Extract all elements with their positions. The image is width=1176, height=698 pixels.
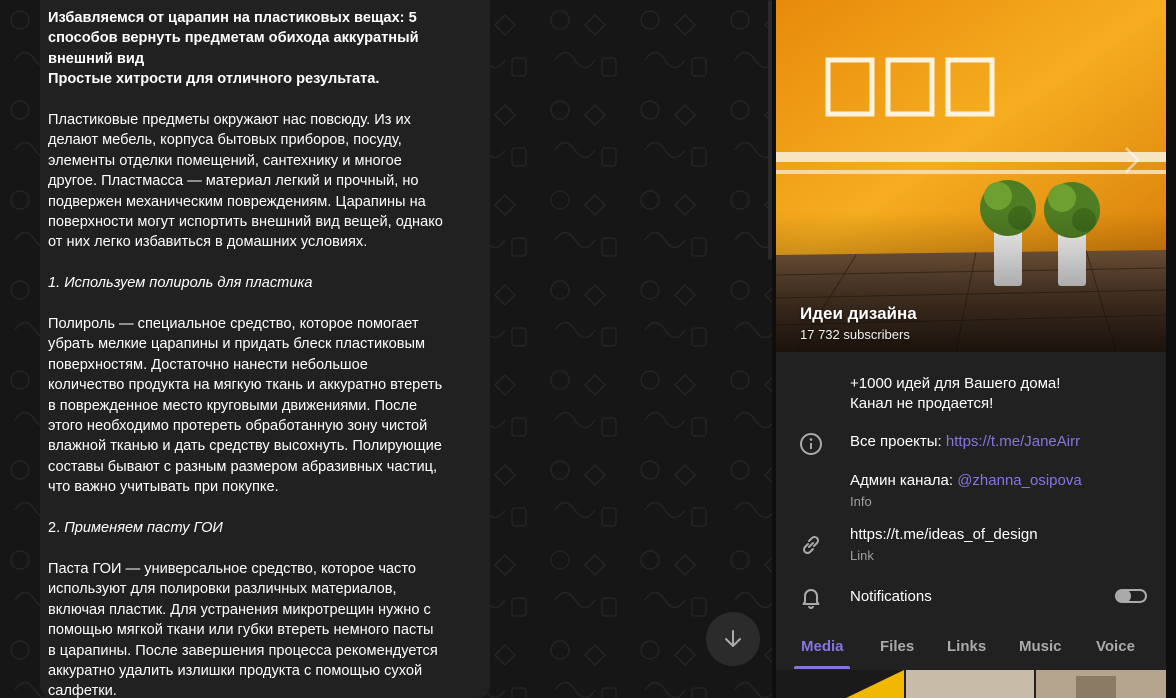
- message-line-text: Пластиковые предметы окружают нас повсюду. Из их: [48, 112, 411, 129]
- message-line: [48, 620, 482, 640]
- tab-media[interactable]: Media: [801, 638, 844, 655]
- active-tab-indicator: [794, 666, 850, 669]
- message-line: [48, 314, 482, 334]
- message-line: [48, 641, 482, 661]
- message-line-text: подвержен механическим повреждениям. Царапины на: [48, 193, 426, 210]
- message-line-text: в поврежденное место круговыми движениями. После: [48, 397, 418, 414]
- description-line-2: Канал не продается!: [850, 395, 994, 412]
- message-line-text: способов вернуть предметам обихода аккуратный: [48, 30, 419, 47]
- message-line-text: Избавляемся от царапин на пластиковых вещах: 5: [48, 10, 417, 26]
- channel-info-panel: [776, 0, 1166, 698]
- link-icon: [798, 532, 824, 558]
- chat-scrollbar[interactable]: [768, 0, 772, 260]
- message-line: [48, 416, 482, 436]
- message-line: [48, 171, 482, 191]
- message-line-text: поверхностям. Достаточно нанести небольшое: [48, 356, 368, 373]
- message-line: [48, 355, 482, 375]
- message-line: [48, 334, 482, 354]
- admin-line: [850, 471, 1082, 491]
- tab-files[interactable]: Files: [880, 638, 915, 655]
- message-line-text: влажной тканью и дать средству высохнуть. Полирующие: [48, 438, 442, 455]
- message-line-text: этого необходимо протереть обработанную зону чистой: [48, 418, 428, 435]
- message-line-text: аккуратно удалить излишки продукта с помощью сухой: [48, 662, 423, 679]
- message-line-text: от них легко избавиться в домашних условиях.: [48, 234, 368, 251]
- message-line: [48, 457, 482, 477]
- message-line: [48, 8, 482, 28]
- link-caption: Link: [850, 548, 874, 563]
- chevron-right-icon[interactable]: [1118, 145, 1146, 175]
- message-line-text: делают мебель, корпуса бытовых приборов, посуду,: [48, 132, 402, 149]
- cover-image: [776, 0, 1166, 352]
- message-line-text: 1. Используем полироль для пластика: [48, 275, 313, 292]
- info-icon: [798, 431, 824, 457]
- message-line-text: количество продукта на мягкую ткань и аккуратно втереть: [48, 377, 443, 394]
- message-line: [48, 518, 482, 538]
- channel-link-row[interactable]: [776, 522, 1166, 568]
- message-line-text: используют для полировки различных материалов,: [48, 581, 397, 598]
- message-line-text: внешний вид: [48, 50, 145, 67]
- message-line: [48, 436, 482, 456]
- message-line: [48, 375, 482, 395]
- scroll-down-button[interactable]: [706, 612, 760, 666]
- message-line-text: Простые хитрости для отличного результата.: [48, 71, 380, 88]
- admin-link[interactable]: @zhanna_osipova: [957, 472, 1082, 489]
- message-line-text: помощью мягкой ткани или губки втереть немного пасты: [48, 622, 434, 639]
- message-line-text: салфетки.: [48, 683, 117, 698]
- notifications-row[interactable]: [776, 582, 1166, 612]
- message-line-text: убрать мелкие царапины и придать блеск пластиковым: [48, 336, 426, 353]
- message-line-text: поверхности могут испортить внешний вид вещей, однако: [48, 214, 443, 231]
- info-caption: Info: [850, 494, 872, 509]
- message-line: [48, 661, 482, 681]
- message-line-text: Полироль — специальное средство, которое помогает: [48, 316, 419, 333]
- message-line: [48, 498, 482, 518]
- notifications-label: Notifications: [850, 588, 932, 605]
- message-line-text: включая пластик. Для устранения микротрещин нужно с: [48, 601, 431, 618]
- message-line-text: 2.: [48, 520, 65, 537]
- message-line: [48, 253, 482, 273]
- channel-link[interactable]: https://t.me/ideas_of_design: [850, 526, 1038, 543]
- message-line: [48, 579, 482, 599]
- message-line-italic: Применяем пасту ГОИ: [64, 520, 223, 537]
- tab-music[interactable]: Music: [1019, 638, 1062, 655]
- projects-line: [850, 432, 1080, 452]
- message-text: [48, 8, 482, 698]
- bell-icon: [798, 584, 824, 610]
- tab-links[interactable]: Links: [947, 638, 987, 655]
- media-grid: [776, 670, 1166, 698]
- message-line: [48, 90, 482, 110]
- media-thumb-2: [906, 670, 1034, 698]
- description-line-1: +1000 идей для Вашего дома!: [850, 375, 1061, 392]
- message-line-text: Паста ГОИ — универсальное средство, которое часто: [48, 560, 416, 577]
- toggle-knob: [1117, 589, 1131, 603]
- message-line: [48, 273, 482, 293]
- message-line-text: другое. Пластмасса — материал легкий и прочный, но: [48, 173, 419, 190]
- admin-label: Админ канала:: [850, 472, 958, 489]
- message-line: [48, 192, 482, 212]
- message-line: [48, 49, 482, 69]
- message-line: [48, 600, 482, 620]
- message-line: [48, 151, 482, 171]
- channel-title: Идеи дизайна: [800, 304, 917, 323]
- message-line: [48, 130, 482, 150]
- projects-label: Все проекты:: [850, 433, 946, 450]
- message-line: [48, 212, 482, 232]
- media-tabs: [776, 628, 1166, 670]
- channel-cover: [776, 0, 1166, 352]
- message-line-text: составы бывают с разным размером абразивных частиц,: [48, 458, 438, 475]
- message-line-text: элементы отделки помещений, сантехнику и многое: [48, 152, 402, 169]
- message-line: [48, 681, 482, 698]
- channel-description: [776, 372, 1166, 509]
- message-line-text: в царапины. После завершения процесса рекомендуется: [48, 642, 438, 659]
- message-line: [48, 559, 482, 579]
- projects-link[interactable]: https://t.me/JaneAirr: [945, 433, 1081, 450]
- message-line: [48, 477, 482, 497]
- message-bubble: [40, 0, 490, 698]
- message-line-text: что важно учитывать при покупке.: [48, 479, 279, 496]
- tab-voice[interactable]: Voice: [1096, 638, 1135, 655]
- arrow-down-icon: [722, 628, 744, 650]
- message-line: [48, 28, 482, 48]
- message-line: [48, 110, 482, 130]
- message-line: [48, 539, 482, 559]
- message-line: [48, 396, 482, 416]
- subscriber-count: 17 732 subscribers: [800, 327, 910, 342]
- message-line: [48, 69, 482, 89]
- notifications-toggle[interactable]: [1115, 589, 1147, 603]
- message-line: [48, 232, 482, 252]
- message-line: [48, 294, 482, 314]
